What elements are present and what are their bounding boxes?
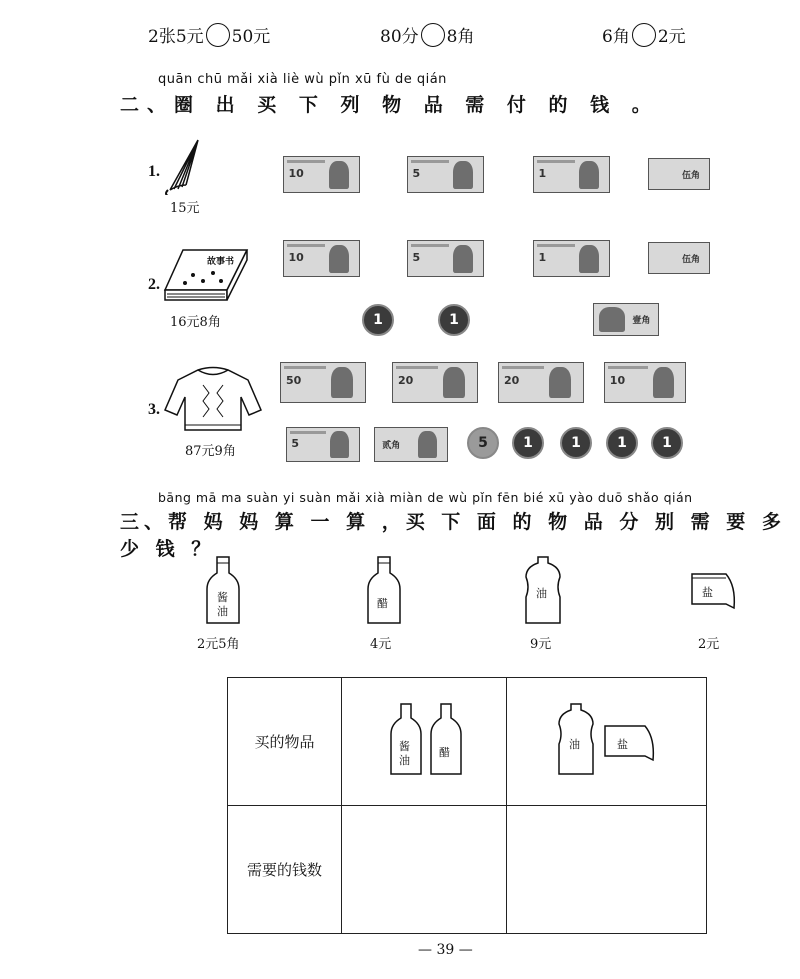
cost-answer-cell-1[interactable] [342, 806, 507, 934]
compare-left: 80分 [380, 27, 419, 47]
banknote-10[interactable] [283, 156, 360, 193]
salt-bag-icon [690, 568, 738, 612]
banknote-5[interactable] [407, 156, 484, 193]
sweater-icon [163, 365, 263, 435]
note-value: 伍角 [682, 255, 701, 265]
coin-1yuan[interactable]: 1 [651, 427, 683, 459]
bottle-label: 油 [569, 737, 581, 751]
book-title: 故事书 [207, 257, 235, 267]
coin-5jiao[interactable]: 5 [467, 427, 499, 459]
coin-1yuan[interactable]: 1 [560, 427, 592, 459]
section3-pinyin: bāng mā ma suàn yi suàn mǎi xià miàn de wù pǐn fēn bié xū yào duō shǎo qián [158, 490, 693, 505]
banknote-1[interactable] [533, 156, 610, 193]
oil-bottle-icon [523, 555, 563, 627]
note-value: 5 [412, 166, 421, 180]
bag-label: 盐 [617, 737, 629, 751]
banknote-5[interactable] [286, 427, 360, 462]
product-price: 2元5角 [197, 637, 240, 652]
note-value: 10 [609, 373, 626, 387]
compare-left: 6角 [602, 27, 630, 47]
compare-item-2 [380, 22, 474, 47]
answer-circle[interactable] [206, 23, 230, 47]
banknote-5jiao[interactable] [648, 242, 710, 274]
answer-circle[interactable] [632, 23, 656, 47]
banknote-20[interactable] [498, 362, 584, 403]
note-value: 伍角 [682, 171, 701, 181]
banknote-5[interactable] [407, 240, 484, 277]
bottle-label: 醋 [377, 597, 388, 610]
bottle-label: 酱 [398, 739, 410, 753]
note-value: 10 [288, 250, 304, 264]
bag-label: 盐 [702, 586, 713, 599]
bottle-label: 油 [398, 753, 410, 767]
answer-table [227, 677, 707, 934]
section3-title: 三、帮 妈 妈 算 一 算 ，买 下 面 的 物 品 分 别 需 要 多 少 钱 ？ [120, 511, 786, 560]
note-value: 5 [412, 250, 421, 264]
item-number: 1. [148, 163, 160, 180]
product-price: 2元 [698, 637, 720, 652]
compare-right: 2元 [657, 27, 686, 47]
bottle-label: 油 [536, 587, 547, 600]
product-price: 4元 [370, 637, 392, 652]
compare-right: 50元 [231, 27, 271, 47]
banknote-2jiao[interactable] [374, 427, 448, 462]
answer-circle[interactable] [421, 23, 445, 47]
vinegar-bottle-icon [367, 555, 401, 627]
soy-sauce-bottle-icon [203, 555, 243, 627]
note-value: 壹角 [632, 316, 651, 327]
items-cell-2 [506, 678, 706, 806]
note-value: 贰角 [382, 440, 401, 451]
product-price: 9元 [530, 637, 552, 652]
banknote-20[interactable] [392, 362, 478, 403]
banknote-50[interactable] [280, 362, 366, 403]
compare-left: 2张5元 [148, 27, 204, 47]
umbrella-icon [160, 135, 208, 195]
compare-item-1 [148, 22, 270, 47]
cost-answer-cell-2[interactable] [506, 806, 706, 934]
item-number: 2. [148, 276, 160, 293]
item-price: 87元9角 [185, 444, 236, 459]
note-value: 1 [538, 250, 547, 264]
coin-1yuan[interactable]: 1 [362, 304, 394, 336]
compare-right: 8角 [446, 27, 475, 47]
coin-1yuan[interactable]: 1 [512, 427, 544, 459]
item-number: 3. [148, 401, 160, 418]
item-price: 15元 [170, 201, 200, 216]
note-value: 1 [538, 166, 547, 180]
banknote-5jiao[interactable] [648, 158, 710, 190]
bottle-label: 醋 [438, 745, 450, 759]
section2-title: 二、圈 出 买 下 列 物 品 需 付 的 钱 。 [120, 94, 659, 116]
page-number: — 39 — [418, 942, 473, 958]
compare-item-3 [602, 22, 686, 47]
note-value: 10 [288, 166, 304, 180]
banknote-10[interactable] [283, 240, 360, 277]
note-value: 20 [504, 373, 520, 387]
row-label-cost: 需要的钱数 [228, 806, 342, 934]
section2-pinyin: quān chū mǎi xià liè wù pǐn xū fù de qián [158, 72, 447, 87]
banknote-1[interactable] [533, 240, 610, 277]
note-value: 20 [398, 373, 414, 387]
coin-1yuan[interactable]: 1 [438, 304, 470, 336]
storybook-icon [163, 245, 249, 305]
item-price: 16元8角 [170, 315, 221, 330]
soy-and-vinegar-bottles-icon [379, 700, 469, 780]
items-cell-1 [342, 678, 507, 806]
bottle-label: 油 [217, 605, 228, 618]
bottle-label: 酱 [217, 591, 228, 604]
oil-and-salt-icon [551, 702, 661, 778]
banknote-10[interactable] [604, 362, 686, 403]
note-value: 5 [291, 437, 299, 451]
note-value: 50 [286, 373, 302, 387]
row-label-items: 买的物品 [228, 678, 342, 806]
banknote-1jiao[interactable] [593, 303, 659, 336]
coin-1yuan[interactable]: 1 [606, 427, 638, 459]
